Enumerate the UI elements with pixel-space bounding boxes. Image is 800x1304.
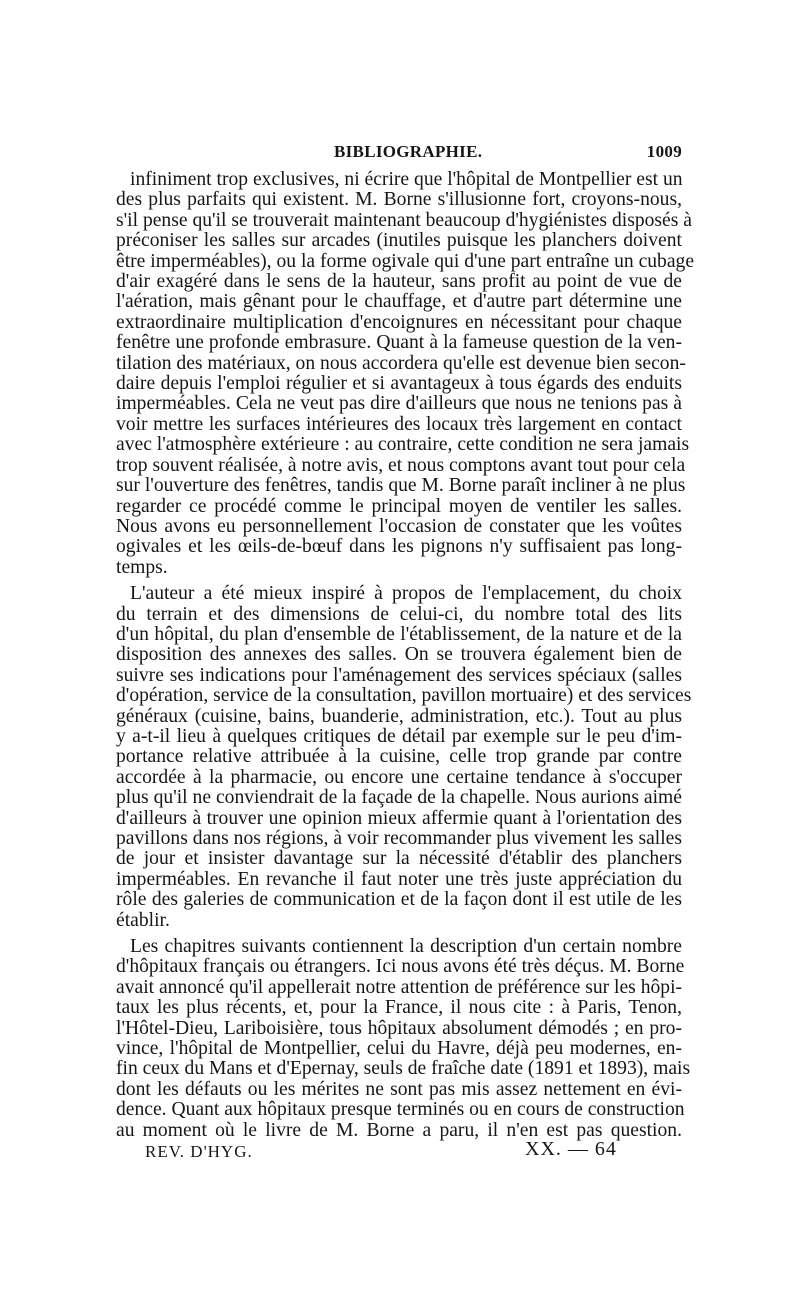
text-line: temps. [116,556,168,578]
page-header [116,142,682,164]
text-line: fenêtre une profonde embrasure. Quant à la fameuse question de la ven- [116,332,682,354]
text-line: d'air exagéré dans le sens de la hauteur, sans profit au point de vue de [116,271,682,293]
paragraph [116,169,695,578]
text-line: L'auteur a été mieux inspiré à propos de l'emplacement, du choix [130,583,682,605]
text-line: dont les défauts ou les mérites ne sont pas mis assez nettement en évi- [116,1078,682,1100]
text-line: voir mettre les surfaces intérieures des locaux très largement en contact [116,413,682,435]
text-line: regarder ce procédé comme le principal moyen de ventiler les salles. [116,495,682,517]
text-line: être imperméables), ou la forme ogivale qui d'une part entraîne un cubage [116,250,695,272]
text-line: d'opération, service de la consultation, pavillon mortuaire) et des services [116,685,692,707]
text-line: d'hôpitaux français ou étrangers. Ici nous avons été très déçus. M. Borne [116,956,685,978]
text-line: imperméables. Cela ne veut pas dire d'ailleurs que nous ne tenions pas à [116,393,682,415]
text-line: d'ailleurs à trouver une opinion mieux affermie quant à l'orientation des [116,807,682,829]
text-line: trop souvent réalisée, à notre avis, et nous comptons avant tout pour cela [116,454,686,476]
running-title: BIBLIOGRAPHIE. [334,142,483,161]
text-line: généraux (cuisine, bains, buanderie, administration, etc.). Tout au plus [116,705,682,727]
text-line: Les chapitres suivants contiennent la description d'un certain nombre [130,936,682,958]
text-line: y a-t-il lieu à quelques critiques de détail par exemple sur le peu d'im- [116,725,682,747]
paragraph [116,583,692,931]
text-line: l'aération, mais gênant pour le chauffage, et d'autre part détermine une [116,291,682,313]
text-line: au moment où le livre de M. Borne a paru, il n'en est pas question. [116,1119,682,1141]
text-line: disposition des annexes des salles. On se trouvera également bien de [116,644,682,666]
text-line: accordée à la pharmacie, ou encore une certaine tendance à s'occuper [116,766,682,788]
text-line: l'Hôtel-Dieu, Lariboisière, tous hôpitaux absolument démodés ; en pro- [116,1017,682,1039]
text-line: du terrain et des dimensions de celui-ci, du nombre total des lits [116,603,682,625]
body-text [116,169,695,1141]
paragraph [116,936,691,1141]
text-line: d'un hôpital, du plan d'ensemble de l'établissement, de la nature et de la [116,623,682,645]
text-line: avait annoncé qu'il appellerait notre attention de préférence sur les hôpi- [116,976,683,998]
text-line: dence. Quant aux hôpitaux presque terminés ou en cours de construction [116,1099,685,1121]
text-line: plus qu'il ne conviendrait de la façade de la chapelle. Nous aurions aimé [116,787,682,809]
text-line: rôle des galeries de communication et de la façon dont il est utile de les [116,889,682,911]
text-line: s'il pense qu'il se trouverait maintenant beaucoup d'hygiénistes disposés à [116,209,692,231]
text-line: fin ceux du Mans et d'Epernay, seuls de fraîche date (1891 et 1893), mais [116,1058,691,1080]
text-line: pavillons dans nos régions, à voir recommander plus vivement les salles [116,828,682,849]
text-line: sur l'ouverture des fenêtres, tandis que M. Borne paraît incliner à ne plus [116,475,686,497]
page-footer [145,1138,645,1165]
text-line: imperméables. En revanche il faut noter une très juste appréciation du [116,868,682,890]
text-line: suivre ses indications pour l'aménagement des services spéciaux (salles [116,664,682,686]
text-line: vince, l'hôpital de Montpellier, celui du Havre, déjà peu modernes, en- [116,1038,682,1060]
text-line: avec l'atmosphère extérieure : au contraire, cette condition ne sera jamais [116,434,690,456]
text-line: des plus parfaits qui existent. M. Borne s'illusionne fort, croyons-nous, [116,189,682,211]
text-line: infiniment trop exclusives, ni écrire que l'hôpital de Montpellier est un [130,169,683,190]
text-line: extraordinaire multiplication d'encoignures en nécessitant pour chaque [116,311,682,333]
text-line: préconiser les salles sur arcades (inutiles puisque les planchers doivent [116,230,682,252]
page-number: 1009 [646,142,682,161]
journal-signature: REV. D'HYG. [145,1142,253,1161]
text-line: Nous avons eu personnellement l'occasion de constater que les voûtes [116,515,682,537]
text-line: tilation des matériaux, on nous accordera qu'elle est devenue bien secon- [116,352,686,374]
text-line: portance relative attribuée à la cuisine, celle trop grande par contre [116,746,682,768]
text-line: établir. [116,909,170,931]
volume-signature: XX. — 64 [525,1138,617,1160]
text-line: de jour et insister davantage sur la nécessité d'établir des planchers [116,848,682,870]
text-line: taux les plus récents, et, pour la France, il nous cite : à Paris, Tenon, [116,997,682,1019]
text-line: ogivales et les œils-de-bœuf dans les pignons n'y suffisaient pas long- [116,536,682,558]
text-line: daire depuis l'emploi régulier et si avantageux à tous égards des enduits [116,373,682,395]
